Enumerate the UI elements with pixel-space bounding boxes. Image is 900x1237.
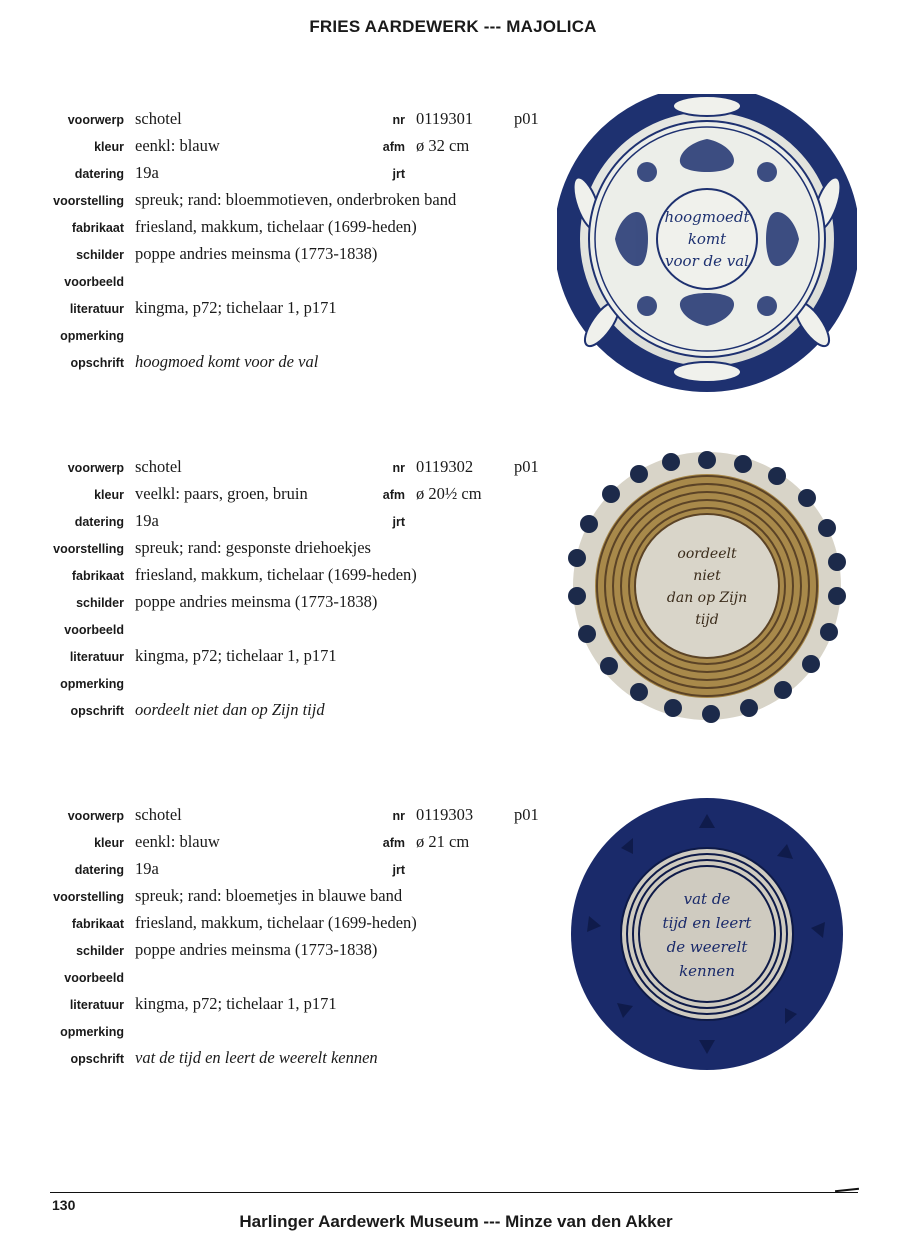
plate-script-line: kennen (679, 962, 735, 980)
value-fabrikaat: friesland, makkum, tichelaar (1699-heden) (135, 565, 417, 584)
value-datering: 19a (135, 511, 159, 530)
plate-center-medallion (635, 514, 779, 658)
value-fabrikaat: friesland, makkum, tichelaar (1699-heden) (135, 217, 417, 236)
label-kleur: kleur (94, 836, 124, 850)
label-datering: datering (74, 167, 124, 181)
label-jrt: jrt (392, 863, 405, 877)
plate-script-line: tijd en leert (662, 914, 752, 932)
value-schilder: poppe andries meinsma (1773-1838) (135, 592, 378, 611)
value-literatuur: kingma, p72; tichelaar 1, p171 (135, 994, 337, 1013)
label-literatuur: literatuur (69, 998, 124, 1012)
label-opmerking: opmerking (60, 329, 124, 343)
value-datering: 19a (135, 859, 159, 878)
label-nr: nr (392, 809, 405, 823)
label-opschrift: opschrift (70, 1052, 124, 1066)
catalog-entry (0, 804, 900, 1104)
page-footer: Harlinger Aardewerk Museum --- Minze van den Akker (239, 1212, 673, 1231)
label-opschrift: opschrift (70, 704, 124, 718)
value-afm: ø 21 cm (416, 832, 470, 851)
plate-photo (557, 94, 857, 394)
label-voorstelling: voorstelling (53, 542, 124, 556)
value-code: p01 (514, 109, 539, 128)
label-nr: nr (392, 113, 405, 127)
label-afm: afm (382, 140, 405, 154)
label-voorstelling: voorstelling (53, 890, 124, 904)
plate-script-line: oordeelt (677, 546, 737, 562)
label-jrt: jrt (392, 167, 405, 181)
page-number: 130 (52, 1197, 76, 1213)
value-voorstelling: spreuk; rand: bloemetjes in blauwe band (135, 886, 403, 905)
label-nr: nr (392, 461, 405, 475)
label-opmerking: opmerking (60, 1025, 124, 1039)
plate-script-line: tijd (695, 612, 719, 628)
value-fabrikaat: friesland, makkum, tichelaar (1699-heden) (135, 913, 417, 932)
label-kleur: kleur (94, 140, 124, 154)
value-voorwerp: schotel (135, 109, 182, 128)
label-voorwerp: voorwerp (67, 113, 124, 127)
label-datering: datering (74, 863, 124, 877)
value-schilder: poppe andries meinsma (1773-1838) (135, 244, 378, 263)
value-datering: 19a (135, 163, 159, 182)
value-code: p01 (514, 805, 539, 824)
plate-photo (557, 446, 857, 746)
value-opschrift: hoogmoed komt voor de val (135, 352, 319, 371)
label-fabrikaat: fabrikaat (71, 917, 124, 931)
value-voorwerp: schotel (135, 805, 182, 824)
label-literatuur: literatuur (69, 650, 124, 664)
plate-photo (557, 792, 857, 1092)
value-code: p01 (514, 457, 539, 476)
plate-script-line: hoogmoedt (664, 208, 750, 226)
value-literatuur: kingma, p72; tichelaar 1, p171 (135, 298, 337, 317)
label-kleur: kleur (94, 488, 124, 502)
label-literatuur: literatuur (69, 302, 124, 316)
catalog-entry (0, 108, 900, 408)
plate-center-medallion (621, 848, 793, 1020)
label-fabrikaat: fabrikaat (71, 221, 124, 235)
label-voorstelling: voorstelling (53, 194, 124, 208)
label-jrt: jrt (392, 515, 405, 529)
label-fabrikaat: fabrikaat (71, 569, 124, 583)
label-datering: datering (74, 515, 124, 529)
value-kleur: eenkl: blauw (135, 832, 220, 851)
value-opschrift: vat de tijd en leert de weerelt kennen (135, 1048, 378, 1067)
value-nr: 0119303 (416, 805, 474, 824)
footer-rule (50, 1192, 858, 1193)
value-opschrift: oordeelt niet dan op Zijn tijd (135, 700, 325, 719)
value-voorwerp: schotel (135, 457, 182, 476)
plate-script-line: voor de val (665, 252, 749, 270)
label-voorbeeld: voorbeeld (64, 971, 124, 985)
label-schilder: schilder (76, 596, 124, 610)
value-schilder: poppe andries meinsma (1773-1838) (135, 940, 378, 959)
plate-script-line: vat de (683, 890, 731, 908)
label-schilder: schilder (76, 248, 124, 262)
plate-script-line: komt (687, 230, 727, 248)
label-voorwerp: voorwerp (67, 461, 124, 475)
value-afm: ø 32 cm (416, 136, 470, 155)
label-opmerking: opmerking (60, 677, 124, 691)
label-schilder: schilder (76, 944, 124, 958)
value-nr: 0119302 (416, 457, 474, 476)
value-nr: 0119301 (416, 109, 474, 128)
value-afm: ø 20½ cm (416, 484, 482, 503)
plate-script-line: de weerelt (666, 938, 748, 956)
label-voorbeeld: voorbeeld (64, 275, 124, 289)
plate-script-line: niet (693, 568, 721, 584)
catalog-entry (0, 456, 900, 756)
label-afm: afm (382, 836, 405, 850)
label-voorwerp: voorwerp (67, 809, 124, 823)
label-afm: afm (382, 488, 405, 502)
value-voorstelling: spreuk; rand: bloemmotieven, onderbroken band (135, 190, 457, 209)
value-kleur: eenkl: blauw (135, 136, 220, 155)
label-voorbeeld: voorbeeld (64, 623, 124, 637)
page-header: FRIES AARDEWERK --- MAJOLICA (309, 17, 597, 36)
value-literatuur: kingma, p72; tichelaar 1, p171 (135, 646, 337, 665)
label-opschrift: opschrift (70, 356, 124, 370)
value-voorstelling: spreuk; rand: gesponste driehoekjes (135, 538, 371, 557)
value-kleur: veelkl: paars, groen, bruin (135, 484, 308, 503)
plate-script-line: dan op Zijn (666, 590, 748, 606)
